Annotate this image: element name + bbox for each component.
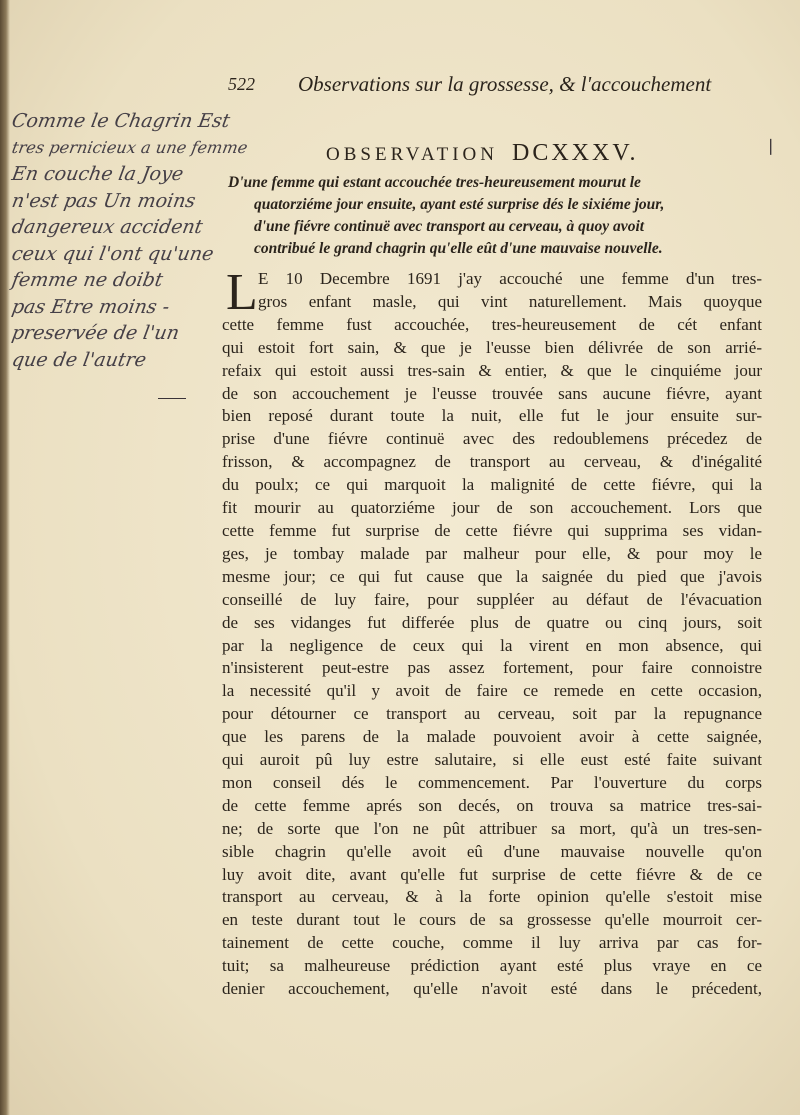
body-line: bien reposé durant toute la nuit, elle fut le jour ensuite sur- [222, 406, 762, 426]
body-line: denier accouchement, qu'elle n'avoit esté dans le précedent, [222, 979, 762, 999]
running-header [228, 72, 712, 102]
body-line: gros enfant masle, qui vint naturellement. Mais quoyque [258, 291, 762, 311]
running-title: Observations sur la grossesse, & l'accouchement [298, 72, 712, 96]
body-line: E 10 Decembre 1691 j'ay accouché une femme d'un tres- [258, 269, 762, 288]
body-line: de ses vidanges fut differée plus de quatre ou cinq jours, soit [222, 612, 762, 632]
body-line: cette femme fust accouchée, tres-heureusement de cét enfant [222, 314, 762, 334]
body-line: n'insisterent peut-estre pas assez fortement, pour faire connoistre [222, 658, 762, 678]
body-line: luy avoit dite, avant qu'elle fut surprise de cette fiévre & de ce [222, 864, 762, 884]
observation-summary [228, 172, 762, 260]
body-text [222, 264, 762, 1001]
body-line: de son accouchement je l'eusse trouvée sans aucune fiévre, ayant [222, 383, 762, 403]
observation-heading [326, 140, 639, 167]
margin-note-line: ceux qui l'ont qu'une [10, 242, 216, 265]
body-line: tuit; sa malheureuse prédiction ayant esté plus vraye en ce [222, 956, 762, 976]
body-line: ne; de sorte que l'on ne pût attribuer sa mort, qu'à un tres-sen- [222, 818, 762, 838]
body-line: qui estoit fort sain, & que je l'eusse bien délivrée de son arrié- [222, 337, 762, 357]
body-line: ges, je tombay malade par malheur pour elle, & pour moy le [222, 543, 762, 563]
summary-line: contribué le grand chagrin qu'elle eût d'une mauvaise nouvelle. [254, 240, 663, 257]
margin-dash-mark [158, 398, 186, 399]
drop-cap: L [226, 264, 258, 321]
body-line: en teste durant tout le cours de sa grossesse qu'elle mourroit cer- [222, 910, 762, 930]
body-line: pour détourner ce transport au cerveau, soit par la repugnance [222, 704, 762, 724]
margin-note-line: Comme le Chagrin Est [10, 110, 232, 132]
book-spine-shadow [0, 0, 10, 1115]
body-line: sible chagrin qu'elle avoit eû d'une mauvaise nouvelle qu'on [222, 841, 762, 861]
body-line: la necessité qu'il y avoit de faire ce remede en cette occasion, [222, 681, 762, 701]
body-line: par la negligence de ceux qui la virent en mon absence, qui [222, 635, 762, 655]
summary-line: D'une femme qui estant accouchée tres-heureusement mourut le [228, 174, 641, 191]
margin-note-line: n'est pas Un moins [10, 189, 198, 212]
margin-note-line: preservée de l'un [10, 322, 182, 344]
observation-number: DCXXXV. [511, 140, 639, 166]
body-line: mesme jour; ce qui fut cause que la saignée du pied que j'avois [222, 566, 762, 586]
body-line: qui auroit pû luy estre salutaire, si elle eust esté faite suivant [222, 750, 762, 770]
margin-note-line: dangereux accident [10, 216, 205, 238]
margin-note-line: que de l'autre [10, 348, 148, 371]
body-line: conseillé de luy faire, pour suppléer au défaut de l'évacuation [222, 589, 762, 609]
summary-line: quatorziéme jour ensuite, ayant esté surprise dés le sixiéme jour, [254, 196, 665, 213]
body-line: que les parens de la malade pouvoient avoir à cette saignée, [222, 727, 762, 747]
body-line: fit mourir au quatorziéme jour de son accouchement. Lors que [222, 498, 762, 518]
body-line: tainement de cette couche, comme il luy arriva par cas for- [222, 933, 762, 953]
body-line: transport au cerveau, & à la forte opinion qu'elle s'estoit mise [222, 887, 762, 907]
body-line: prise d'une fiévre continuë avec des redoublemens précedez de [222, 429, 762, 449]
summary-line: d'une fiévre continuë avec transport au cerveau, à quoy avoit [254, 218, 645, 235]
body-line: mon conseil dés le commencement. Par l'ouverture du corps [222, 772, 762, 792]
margin-note-line: femme ne doibt [10, 269, 165, 291]
margin-note-line: tres pernicieux a une femme [10, 137, 250, 157]
margin-note-line: pas Etre moins - [10, 295, 172, 318]
body-line: refaix qui estoit aussi tres-sain & entier, & que le cinquiéme jour [222, 360, 762, 380]
page-number: 522 [228, 74, 255, 94]
body-line: du poulx; ce qui marquoit la malignité de cette fiévre, qui la [222, 475, 762, 495]
body-line: frisson, & accompagnez de transport au cerveau, & d'inégalité [222, 452, 762, 472]
handwritten-margin-note [12, 108, 248, 373]
observation-label: OBSERVATION [326, 144, 498, 165]
margin-note-line: En couche la Joye [10, 163, 186, 185]
body-line: de cette femme aprés son decés, on trouva sa matrice tres-sai- [222, 795, 762, 815]
ink-mark: ❘ [764, 138, 778, 155]
body-line: cette femme fut surprise de cette fiévre qui supprima ses vidan- [222, 520, 762, 540]
